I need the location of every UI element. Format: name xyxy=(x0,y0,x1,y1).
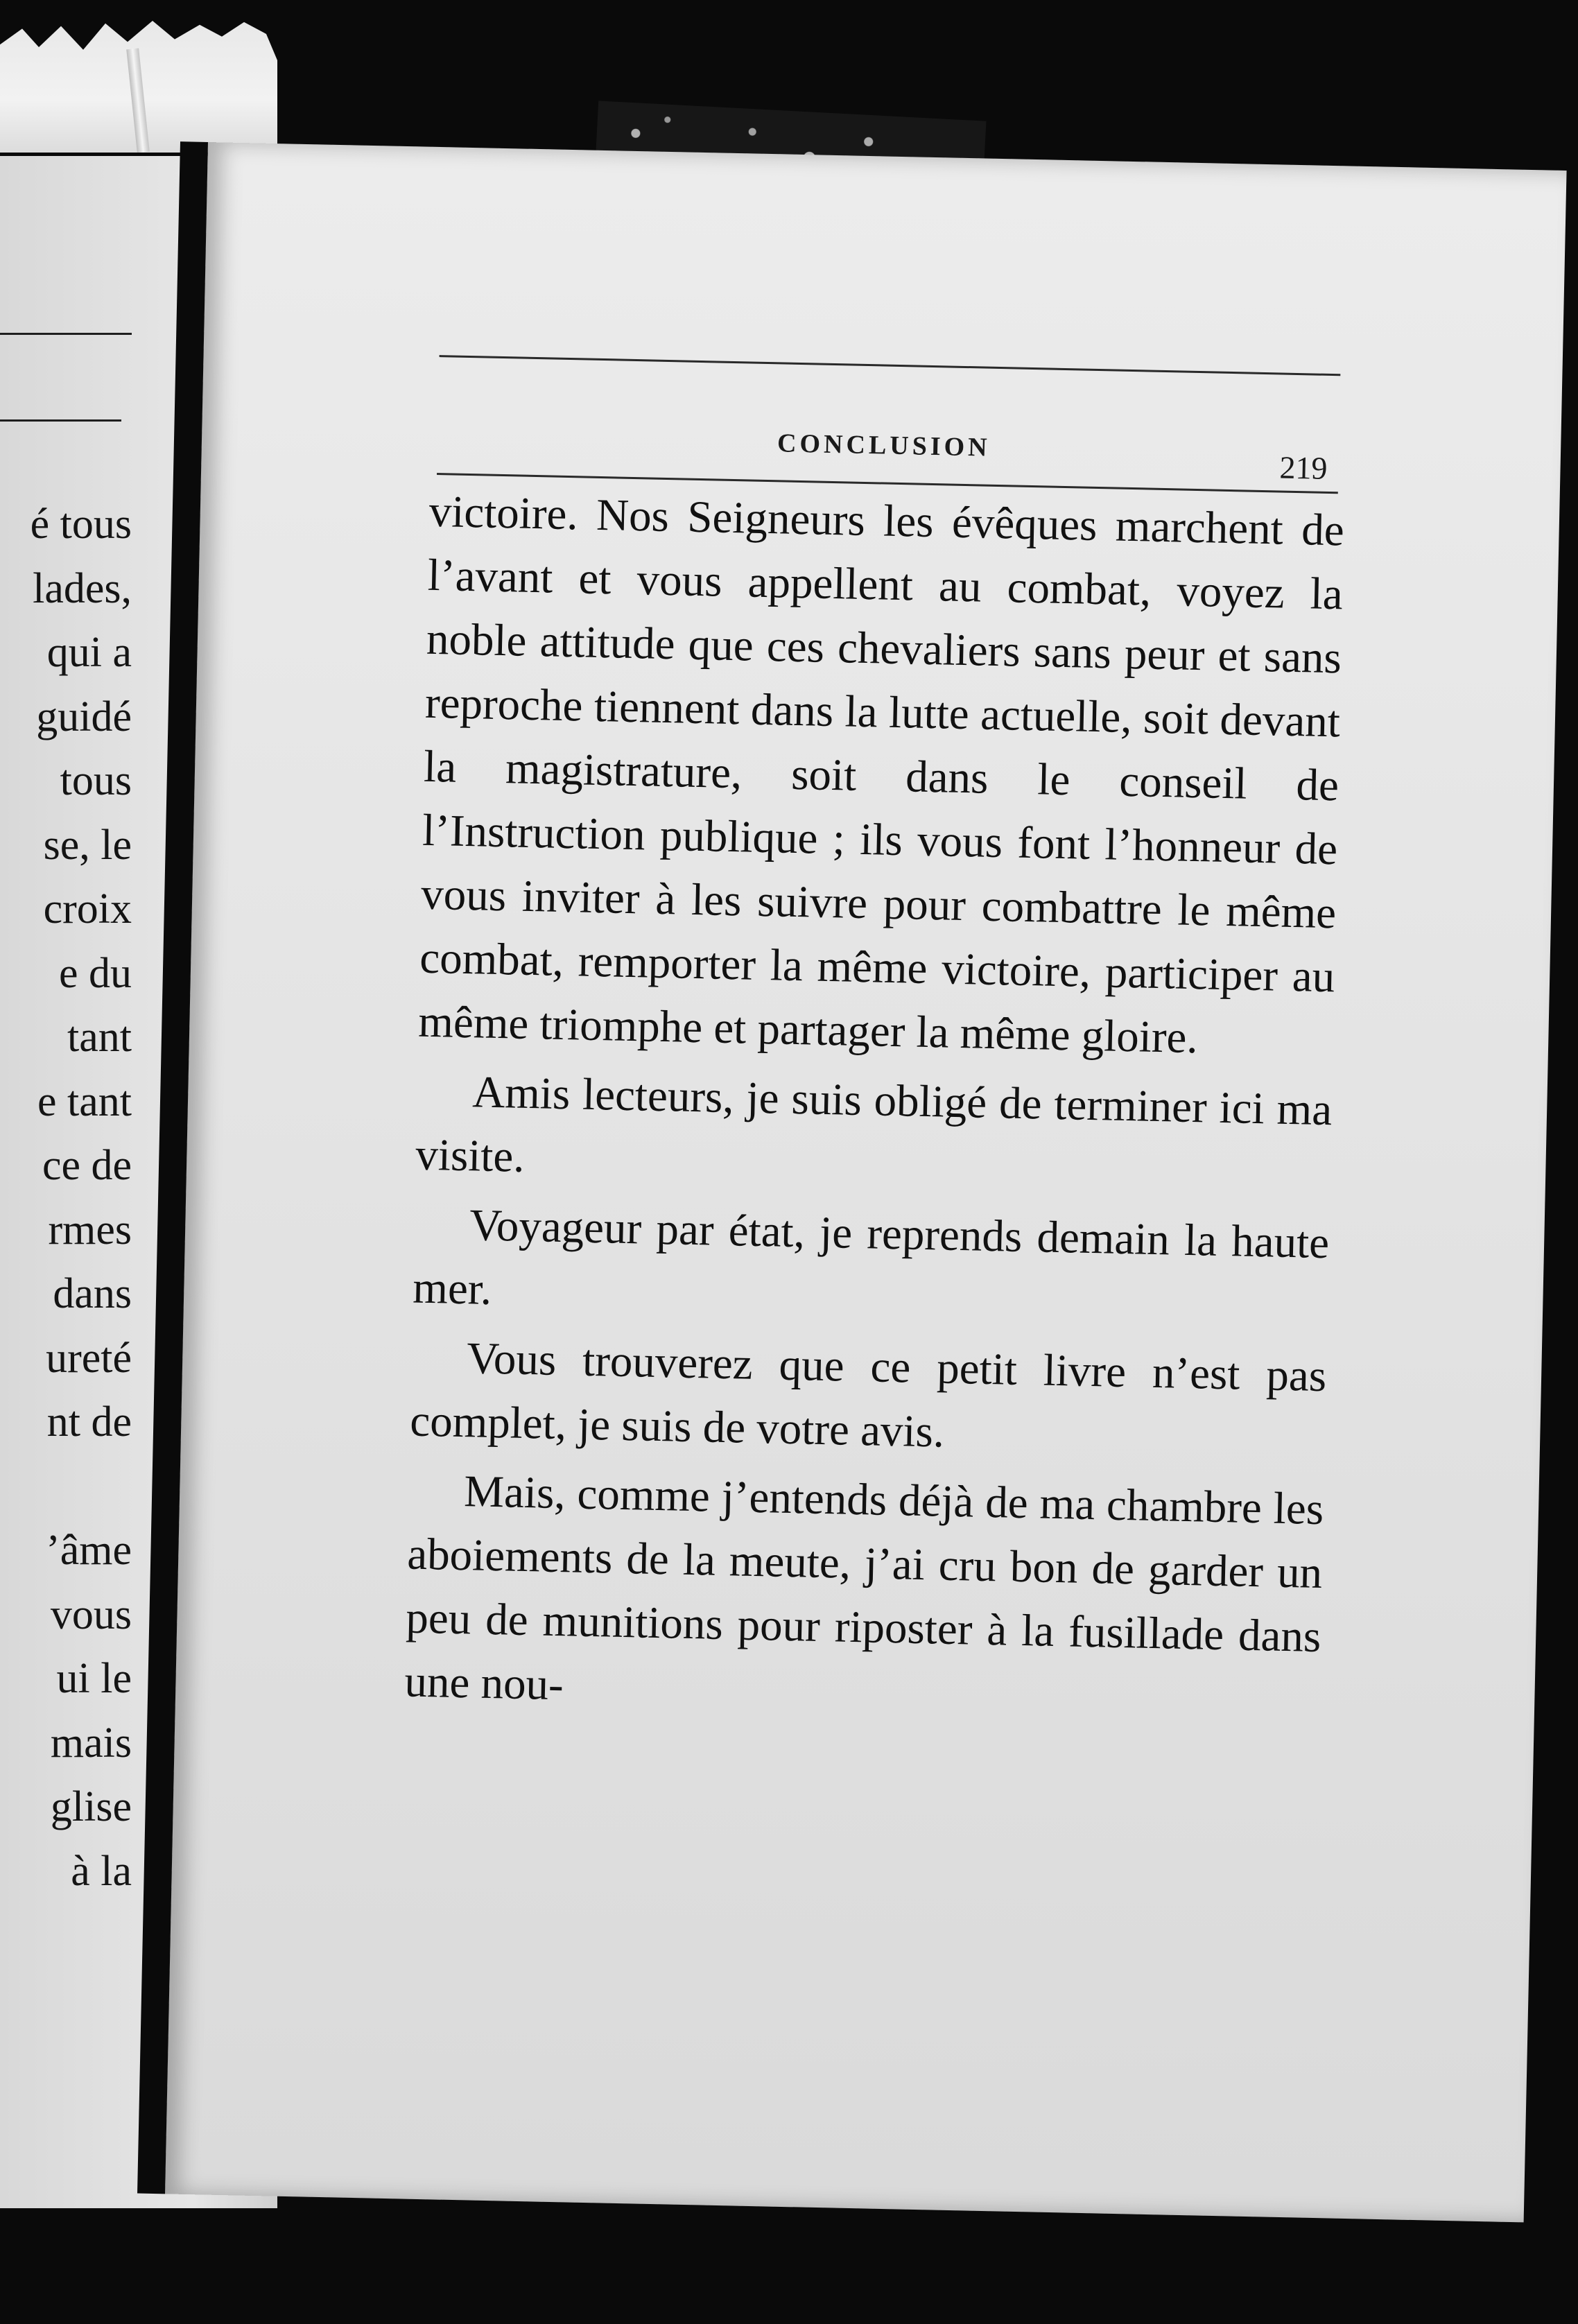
left-line: e du xyxy=(58,949,132,997)
left-line: ’âme xyxy=(46,1527,132,1574)
left-line: mais xyxy=(50,1719,132,1767)
left-line: ureté xyxy=(46,1334,132,1382)
left-page-text xyxy=(31,492,132,1903)
page-number: 219 xyxy=(1278,449,1328,486)
body-paragraph: Vous trouverez que ce petit livre n’est pas complet, je suis de votre avis. xyxy=(409,1333,1327,1457)
left-line: dans xyxy=(53,1270,132,1317)
left-line: guidé xyxy=(36,693,132,740)
left-line: nt de xyxy=(46,1398,132,1446)
left-line: ce de xyxy=(42,1142,132,1189)
left-line: qui a xyxy=(46,629,132,676)
header-rule-top xyxy=(440,355,1341,376)
left-line: glise xyxy=(50,1783,132,1830)
left-line: croix xyxy=(43,885,132,933)
left-header-rule-bottom xyxy=(0,419,121,422)
left-line: rmes xyxy=(48,1206,132,1254)
running-head: CONCLUSION xyxy=(777,428,991,462)
left-line: ui le xyxy=(56,1655,132,1702)
left-line: vous xyxy=(50,1590,132,1638)
left-line: lades, xyxy=(33,564,132,612)
body-paragraph: victoire. Nos Seigneurs les évêques marchent de l’avant et vous appellent au combat, voyez la noble attitude que ces chevaliers sans peur et sans reproche tiennent dans la lutte actuelle, soit devant la magistrature, soit dans le conseil de l’Instruction publique ; ils vous font l’honneur de vous inviter à les suivre pour combattre le même combat, remporter la même victoire, participer au même triomphe et partager la même gloire. xyxy=(417,486,1345,1064)
left-line-blank xyxy=(31,1455,132,1519)
book-page xyxy=(165,142,1567,2222)
body-paragraph: Mais, comme j’entends déjà de ma chambre les aboiements de la meute, j’ai cru bon de garder un peu de munitions pour riposter à la fusillade dans une nou- xyxy=(404,1466,1324,1710)
left-header-rule-top xyxy=(0,333,132,335)
left-line: e tant xyxy=(37,1077,132,1125)
paper-crease xyxy=(126,48,150,153)
page-body xyxy=(404,480,1345,1733)
body-paragraph: Amis lecteurs, je suis obligé de terminer ici ma visite. xyxy=(415,1067,1333,1182)
body-paragraph: Voyageur par état, je reprends demain la haute mer. xyxy=(412,1200,1330,1315)
left-line: é tous xyxy=(30,501,132,548)
torn-paper-scrap xyxy=(0,21,277,153)
left-line: à la xyxy=(71,1847,132,1895)
left-line: tant xyxy=(67,1014,132,1061)
left-line: se, le xyxy=(43,821,132,869)
left-line: tous xyxy=(60,757,132,804)
